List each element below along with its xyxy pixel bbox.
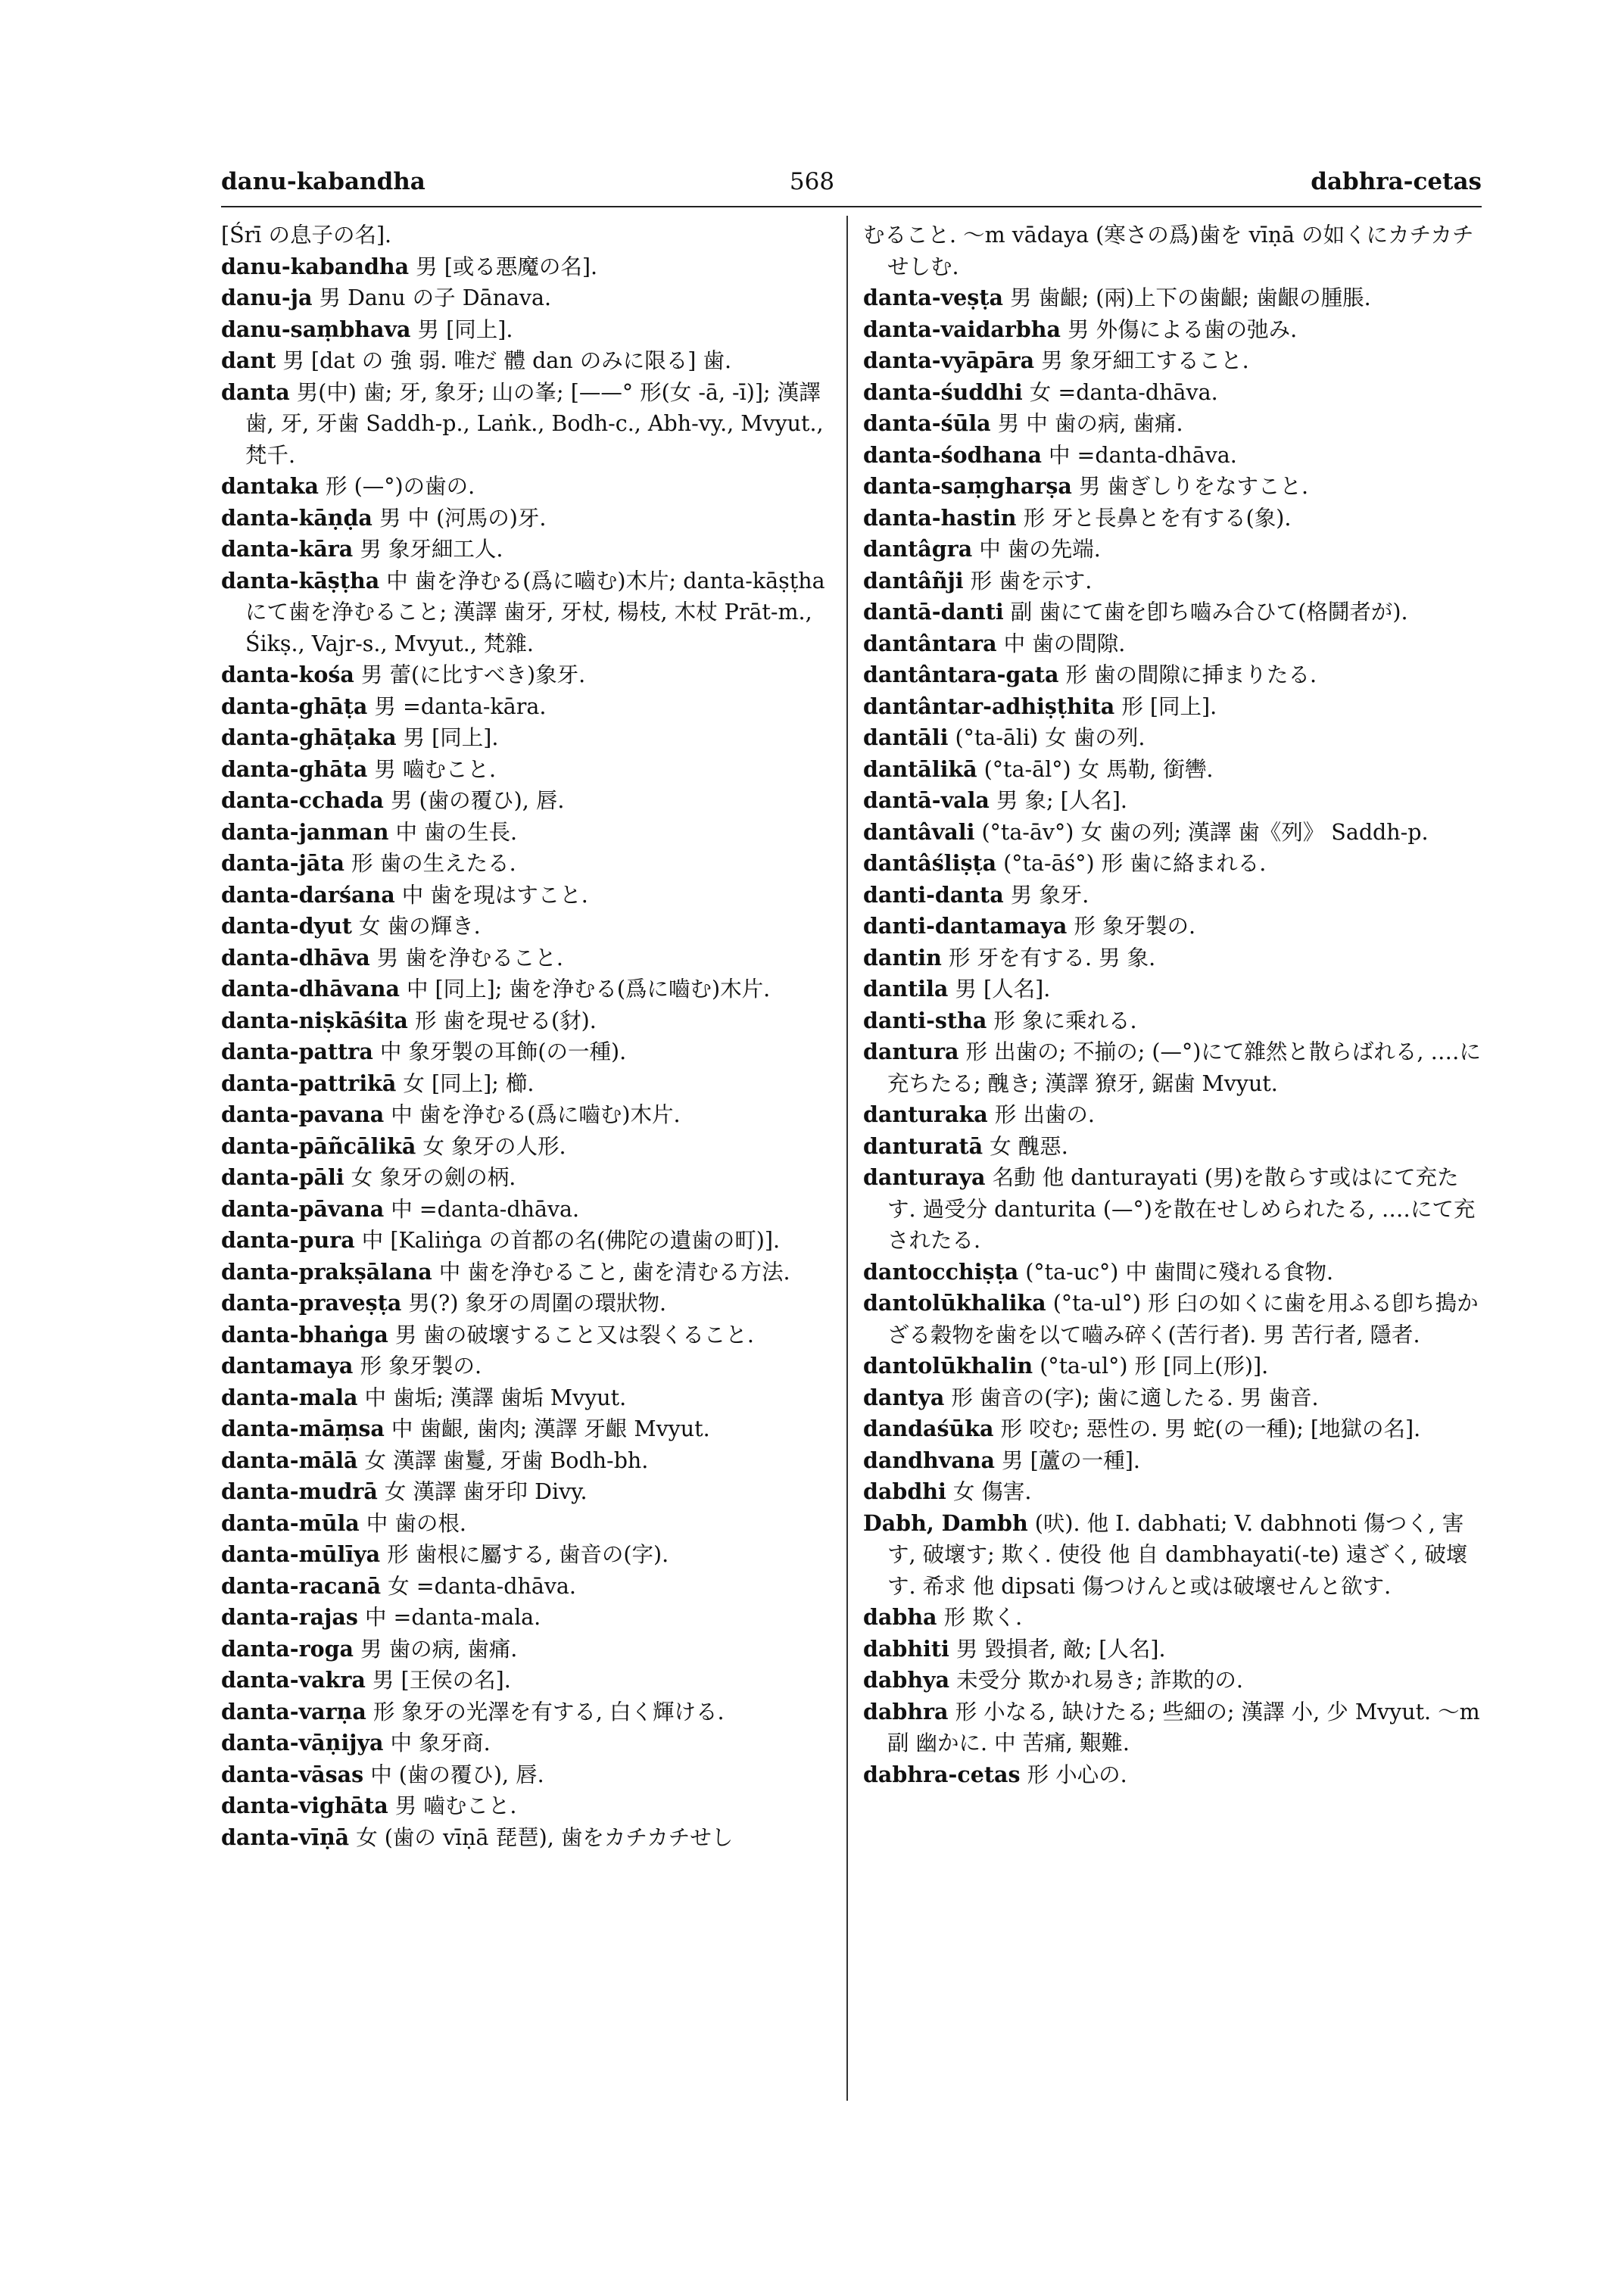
right-column [863,220,1485,1790]
dictionary-entry [221,1476,834,1508]
entry-headword: danta-pāli [221,1164,344,1190]
entry-headword: danta-dyut [221,913,352,939]
entry-headword: dant [221,347,276,373]
entry-definition: (°ta-ul°) 形 臼の如くに歯を用ふる卽ち搗かざる穀物を歯を以て嚙み碎く(苦行者). 男 苦行者, 隱者. [887,1291,1479,1347]
entry-definition: (°ta-uc°) 中 歯間に殘れる食物. [1018,1259,1334,1285]
entry-headword: danta-vakra [221,1667,366,1693]
dictionary-entry [221,1005,834,1037]
entry-definition: 女 [同上]; 櫛. [396,1070,535,1096]
entry-definition: 中 [Kaliṅga の首都の名(佛陀の遺歯の町)]. [354,1228,781,1253]
entry-headword: dantā-vala [863,787,990,813]
entry-headword: dabhiti [863,1635,949,1662]
entry-headword: danta-pattrikā [221,1070,397,1096]
dictionary-entry [221,1790,834,1822]
entry-definition: [Śrī の息子の名]. [221,223,392,248]
entry-definition: 形 牙と長鼻とを有する(象). [1016,505,1292,531]
entry-headword: danta-kāra [221,536,354,562]
entry-definition: 中 歯の根. [359,1510,466,1536]
entry-headword: danta-māṃsa [221,1416,385,1441]
entry-headword: danta-racanā [221,1572,382,1599]
entry-headword: dantâśliṣṭa [863,850,997,876]
entry-headword: danturaya [863,1164,986,1190]
entry-definition: 副 歯にて歯を卽ち嚙み合ひて(格鬪者が). [1003,600,1408,625]
left-guide-word: danu-kabandha [221,168,425,195]
entry-headword: danta-veṣṭa [863,285,1003,310]
entry-definition: 男 象牙. [1003,882,1089,908]
entry-definition: 男 嚙むこと. [367,756,497,782]
entry-definition: 形 歯の間隙に挿まりたる. [1058,662,1317,687]
entry-headword: danta-darśana [221,881,395,908]
dictionary-entry [221,942,834,974]
entry-definition: (°ta-āl°) 女 馬勒, 銜轡. [977,756,1214,782]
entry-headword: dantântara-gata [863,662,1059,687]
entry-definition: 形 出歯の. [987,1102,1095,1127]
entry-headword: danta-mūlīya [221,1541,381,1567]
dictionary-entry [863,659,1485,691]
entry-definition: 男 [王侯の名]. [365,1668,511,1693]
dictionary-entry [863,1445,1485,1477]
entry-definition: 中 歯を浄むること, 歯を清むる方法. [432,1259,790,1285]
dictionary-entry [221,1571,834,1603]
entry-headword: danta-ghāta [221,756,368,782]
entry-definition: 形 [同上]. [1114,693,1217,719]
dictionary-entry [221,471,834,503]
entry-headword: danta-dhāvana [221,976,400,1002]
entry-definition: 形 小なる, 缺けたる; 些細の; 漢譯 小, 少 Mvyut. ～m 副 幽かに. 中 苦痛, 艱難. [887,1699,1487,1756]
entry-headword: dantolūkhalin [863,1353,1033,1379]
entry-definition: 女 =danta-dhāva. [381,1573,576,1599]
entry-definition: 中 =danta-mala. [357,1605,541,1630]
column-divider [846,216,848,2101]
entry-definition: 男 歯の破壞すること又は裂くること. [388,1322,754,1347]
entry-headword: danta-mālā [221,1447,358,1473]
dictionary-entry [863,282,1485,314]
entry-definition: 名動 他 danturayati (男)を散らす或はにて充たす. 過受分 danturita (—°)を散在せしめられたる, ‥‥にて充されたる. [887,1165,1476,1253]
dictionary-entry [863,314,1485,346]
dictionary-entry [863,503,1485,534]
dictionary-entry [863,1288,1485,1351]
entry-headword: danta-ghāṭa [221,693,368,719]
entry-headword: danta-pattra [221,1039,373,1064]
dictionary-entry [863,565,1485,597]
dictionary-entry [221,911,834,942]
dictionary-entry [221,1131,834,1163]
dictionary-entry [863,974,1485,1005]
dictionary-entry [863,691,1485,723]
dictionary-entry [221,314,834,346]
entry-definition: 形 象牙の光澤を有する, 白く輝ける. [366,1699,725,1724]
entry-definition: 男 象牙細工すること. [1034,348,1249,373]
entry-definition: 女 象牙の劍の柄. [344,1165,516,1190]
entry-headword: dantântara [863,630,997,656]
entry-definition: (°ta-āś°) 形 歯に絡まれる. [996,851,1267,876]
entry-definition: 中 歯を浄むる(爲に嚙む)木片; danta-kāṣṭha にて歯を浄むること; 漢譯 歯牙, 牙杖, 楊枝, 木杖 Prāt-m., Śikṣ., Vajr-s., Mvyut., 梵雜. [245,568,832,656]
dictionary-entry [221,1445,834,1477]
entry-headword: danta-mudrā [221,1478,378,1504]
entry-headword: danti-stha [863,1007,987,1033]
entry-headword: dantocchiṣṭa [863,1258,1019,1285]
dictionary-entry [221,1696,834,1728]
entry-headword: danta-bhaṅga [221,1321,388,1347]
dictionary-entry [221,282,834,314]
dictionary-entry [863,440,1485,472]
entry-definition: 男 [同上]. [410,316,513,342]
entry-headword: danta-śodhana [863,441,1042,468]
entry-headword: danu-saṃbhava [221,316,411,342]
entry-headword: danta-dhāva [221,944,370,970]
entry-definition: 男 蕾(に比すべき)象牙. [354,662,586,687]
entry-definition: 女 漢譯 歯牙印 Divy. [377,1479,588,1504]
entry-definition: 男 毀損者, 敵; [人名]. [949,1636,1166,1662]
entry-definition: 中 =danta-dhāva. [384,1196,580,1222]
entry-headword: dantin [863,944,942,970]
page-number: 568 [789,168,835,195]
dictionary-entry [221,1194,834,1226]
entry-definition: 中 象牙商. [383,1731,491,1756]
entry-definition: 形 象に乘れる. [987,1008,1137,1033]
entry-definition: 女 =danta-dhāva. [1022,379,1218,405]
entry-headword: danta-roga [221,1635,354,1662]
dictionary-entry [221,722,834,754]
dictionary-entry [863,1257,1485,1288]
entry-definition: 女 漢譯 歯鬘, 牙歯 Bodh-bh. [357,1447,649,1473]
entry-headword: dabhra [863,1698,949,1724]
entry-definition: 形 象牙製の. [1067,914,1196,939]
dictionary-entry [221,1162,834,1194]
entry-definition: 中 歯の生長. [388,819,518,845]
entry-definition: 形 歯音の(字); 歯に適したる. 男 歯音. [944,1385,1319,1410]
dictionary-entry [863,220,1485,282]
entry-definition: 男 [dat の 強 弱. 唯だ 體 dan のみに限る] 歯. [276,348,732,373]
entry-definition: 男 象; [人名]. [989,788,1127,813]
dictionary-entry [221,1099,834,1131]
entry-headword: danta-prakṣālana [221,1258,432,1285]
dictionary-entry [863,1382,1485,1414]
dictionary-entry [221,1602,834,1634]
dictionary-entry [863,1351,1485,1382]
dictionary-entry [863,345,1485,377]
entry-definition: 中 歯を浄むる(爲に嚙む)木片. [384,1102,681,1127]
entry-definition: 男 Danu の子 Dānava. [312,285,552,310]
dictionary-entry [221,1288,834,1319]
entry-headword: danta-pavana [221,1101,385,1127]
entry-definition: 男 [同上]. [396,725,499,750]
entry-definition: 形 歯を現せる(豺). [407,1008,597,1033]
entry-headword: dandaśūka [863,1416,994,1441]
dictionary-entry [221,1225,834,1257]
entry-headword: dantâgra [863,536,973,562]
entry-definition: 中 歯を現はすこと. [394,882,588,908]
entry-definition: 形 象牙製の. [353,1354,482,1379]
entry-definition: 形 牙を有する. 男 象. [941,945,1156,970]
entry-definition: 形 咬む; 惡性の. 男 蛇(の一種); [地獄の名]. [993,1416,1421,1441]
entry-definition: 男(?) 象牙の周圍の環狀物. [401,1291,667,1316]
entry-headword: dantya [863,1384,945,1410]
entry-headword: danta-niṣkāśita [221,1007,408,1033]
dictionary-entry [221,785,834,817]
dictionary-entry [863,880,1485,911]
entry-headword: dantâñji [863,567,964,594]
entry-headword: danta-ghāṭaka [221,724,397,750]
entry-headword: danta-vyāpāra [863,347,1035,373]
dictionary-entry [221,1413,834,1445]
dictionary-entry [863,1036,1485,1099]
dictionary-entry [863,1508,1485,1603]
dictionary-entry [863,1634,1485,1665]
dictionary-entry [221,659,834,691]
entry-headword: danta-śuddhi [863,379,1023,405]
dictionary-entry [863,942,1485,974]
entry-headword: dantā-danti [863,599,1004,625]
dictionary-entry [863,785,1485,817]
dictionary-entry [221,1728,834,1759]
entry-definition: 男 (歯の覆ひ), 唇. [383,788,565,813]
entry-headword: danturaka [863,1101,988,1127]
entry-headword: dantāli [863,724,949,750]
dictionary-entry [221,1382,834,1414]
dictionary-entry [221,220,834,251]
dictionary-entry [863,1413,1485,1445]
entry-definition: 中 歯齦, 歯肉; 漢譯 牙齦 Mvyut. [384,1416,710,1441]
dictionary-entry [221,1257,834,1288]
entry-definition: 男 嚙むこと. [388,1793,517,1818]
dictionary-entry [863,1602,1485,1634]
dictionary-entry [221,377,834,472]
entry-definition: (°ta-āli) 女 歯の列. [948,725,1146,750]
dictionary-entry [221,1665,834,1696]
dictionary-entry [221,691,834,723]
entry-definition: (°ta-āv°) 女 歯の列; 漢譯 歯《列》 Saddh-p. [974,819,1429,845]
dictionary-entry [863,817,1485,849]
entry-definition: (°ta-ul°) 形 [同上(形)]. [1033,1354,1269,1379]
entry-headword: danta-jāta [221,850,344,876]
dictionary-entry [221,534,834,565]
entry-headword: danta-vīṇā [221,1824,350,1850]
entry-headword: danta-vāṇijya [221,1730,384,1756]
entry-definition: 形 歯を示す. [963,568,1093,594]
dictionary-entry [863,471,1485,503]
entry-headword: danta-janman [221,818,389,845]
entry-headword: danta-saṃgharṣa [863,473,1072,499]
entry-definition: 中 (歯の覆ひ), 唇. [363,1762,544,1787]
entry-definition: 男 中 (河馬の)牙. [372,505,547,531]
entry-definition: 男 歯齦; (兩)上下の歯齦; 歯齦の腫脹. [1002,285,1371,310]
entry-headword: danta-vighāta [221,1793,388,1818]
dictionary-entry [863,534,1485,565]
dictionary-entry [221,1634,834,1665]
entry-definition: 未受分 欺かれ易き; 詐欺的の. [949,1668,1243,1693]
dictionary-entry [863,1696,1485,1759]
entry-headword: danta [221,379,290,405]
entry-headword: danta-vaidarbha [863,316,1061,342]
entry-definition: 男 歯の病, 歯痛. [354,1636,518,1662]
entry-headword: dantaka [221,473,319,499]
entry-headword: dantâvali [863,818,975,845]
entry-definition: 男 外傷による歯の弛み. [1060,316,1298,342]
dictionary-entry [221,1036,834,1068]
dictionary-entry [221,345,834,377]
entry-definition: 男 歯を浄むること. [369,945,563,970]
entry-definition: 形 出歯の; 不揃の; (—°)にて雜然と散らばれる, ‥‥に充ちたる; 醜き; 漢譯 獠牙, 鋸歯 Mvyut. [887,1039,1482,1096]
entry-headword: dantura [863,1039,959,1064]
entry-definition: 形 (—°)の歯の. [318,474,475,499]
entry-headword: dantolūkhalika [863,1290,1046,1316]
entry-headword: danta-mūla [221,1509,360,1536]
dictionary-entry [221,817,834,849]
dictionary-entry [221,1508,834,1540]
entry-definition: 形 欺く. [937,1605,1023,1630]
entry-headword: danta-varṇa [221,1698,366,1724]
header-rule [221,206,1482,207]
dictionary-entry [221,565,834,660]
dictionary-entry [221,1068,834,1100]
dictionary-entry [863,911,1485,942]
dictionary-entry [863,848,1485,880]
entry-headword: danta-pāñcālikā [221,1132,416,1159]
entry-definition: 男 [人名]. [948,977,1051,1002]
entry-definition: 男 象牙細工人. [353,537,503,562]
dictionary-entry [863,1162,1485,1257]
entry-headword: dandhvana [863,1447,995,1473]
entry-definition: (吠). 他 I. dabhati; V. dabhnoti 傷つく, 害す, 破壞す; 欺く. 使役 他 自 dambhayati(-te) 遠ざく, 破壞す. 希求 他 dipsati 傷つけんと或は破壞せんと欲す. [887,1510,1468,1599]
entry-headword: danta-pura [221,1227,355,1253]
dictionary-entry [863,597,1485,628]
dictionary-entry [221,503,834,534]
dictionary-entry [863,1099,1485,1131]
entry-definition: 中 歯の先端. [972,537,1101,562]
entry-headword: dabhya [863,1667,950,1693]
entry-definition: 中 歯垢; 漢譯 歯垢 Mvyut. [357,1385,627,1410]
entry-definition: 男 [蘆の一種]. [994,1447,1140,1473]
entry-headword: danta-kośa [221,662,354,687]
entry-headword: dabha [863,1604,937,1630]
entry-definition: 形 小心の. [1020,1762,1127,1787]
entry-headword: danu-kabandha [221,253,410,279]
entry-headword: danti-danta [863,881,1004,908]
entry-headword: danta-śūla [863,410,991,436]
entry-definition: 男 [或る悪魔の名]. [409,254,598,279]
entry-headword: dantamaya [221,1353,354,1379]
entry-definition: 女 醜惡. [983,1133,1068,1159]
entry-headword: danturatā [863,1132,983,1159]
entry-definition: 中 [同上]; 歯を浄むる(爲に嚙む)木片. [399,977,771,1002]
entry-headword: danta-mala [221,1384,358,1410]
entry-definition: 女 (歯の vīṇā 琵琶), 歯をカチカチせし [349,1824,734,1850]
entry-definition: 女 傷害. [946,1479,1032,1504]
dictionary-entry [221,848,834,880]
dictionary-entry [221,1351,834,1382]
entry-headword: danta-rajas [221,1604,358,1630]
entry-headword: danta-praveṣṭa [221,1290,402,1316]
entry-definition: むること. ～m vādaya (寒さの爲)歯を vīṇā の如くにカチカチせしむ. [863,223,1474,279]
entry-definition: 男 =danta-kāra. [367,693,547,719]
dictionary-entry [863,1759,1485,1791]
entry-headword: dantālikā [863,756,977,782]
entry-headword: dantila [863,976,949,1002]
dictionary-entry [221,974,834,1005]
entry-definition: 女 歯の輝き. [351,914,481,939]
entry-headword: Dabh, Dambh [863,1509,1028,1536]
dictionary-entry [221,1759,834,1791]
dictionary-entry [863,722,1485,754]
dictionary-entry [863,408,1485,440]
dictionary-entry [221,880,834,911]
entry-headword: dantântar-adhiṣṭhita [863,693,1115,719]
dictionary-entry [221,1539,834,1571]
dictionary-entry [863,1665,1485,1696]
entry-headword: dabdhi [863,1478,946,1504]
entry-definition: 男 歯ぎしりをなすこと. [1071,474,1309,499]
entry-headword: dabhra-cetas [863,1761,1021,1787]
dictionary-entry [221,1319,834,1351]
dictionary-entry [863,754,1485,786]
entry-definition: 形 歯根に屬する, 歯音の(字). [380,1542,669,1567]
left-column [221,220,834,1853]
right-guide-word: dabhra-cetas [1311,168,1482,195]
entry-definition: 形 歯の生えたる. [344,851,516,876]
entry-headword: danta-pāvana [221,1195,385,1222]
entry-definition: 中 歯の間隙. [996,631,1126,656]
entry-definition: 男 中 歯の病, 歯痛. [990,411,1183,436]
dictionary-entry [221,754,834,786]
entry-definition: 男(中) 歯; 牙, 象牙; 山の峯; [——° 形(女 -ā, -ī)]; 漢譯 歯, 牙, 牙歯 Saddh-p., Laṅk., Bodh-c., Abh-vy., Mvyut., 梵千. [245,379,831,468]
dictionary-entry [221,251,834,283]
entry-headword: danta-cchada [221,787,384,813]
entry-headword: danta-vāsas [221,1761,364,1787]
dictionary-entry [863,628,1485,660]
dictionary-entry [221,1822,834,1854]
entry-headword: danta-kāṇḍa [221,504,372,531]
entry-definition: 女 象牙の人形. [416,1133,566,1159]
dictionary-entry [863,377,1485,409]
entry-headword: danu-ja [221,285,313,310]
dictionary-entry [863,1005,1485,1037]
entry-headword: danta-kāṣṭha [221,567,380,594]
entry-headword: danti-dantamaya [863,913,1068,939]
entry-definition: 中 象牙製の耳飾(の一種). [372,1039,627,1064]
dictionary-entry [863,1476,1485,1508]
entry-headword: danta-hastin [863,504,1017,531]
entry-definition: 中 =danta-dhāva. [1041,442,1237,468]
dictionary-entry [863,1131,1485,1163]
